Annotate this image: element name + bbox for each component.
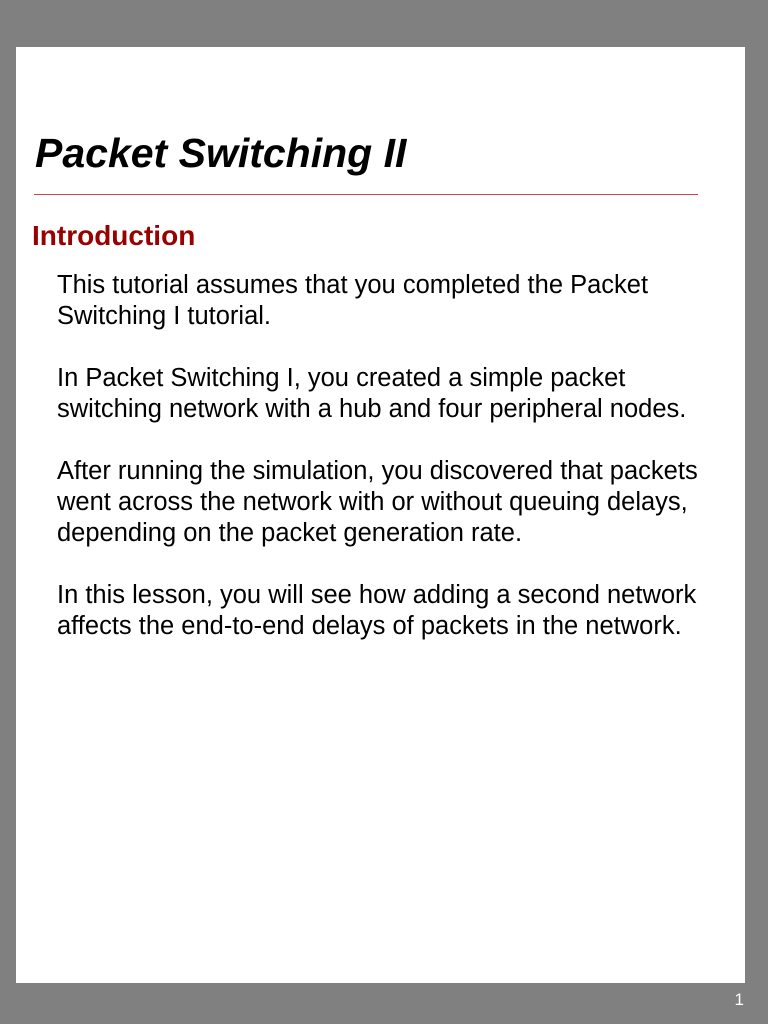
- paragraph: In this lesson, you will see how adding a second network affects the end-to-end delays of packets in the network.: [57, 581, 697, 640]
- slide-title: Packet Switching II: [35, 130, 407, 176]
- slide-body: [57, 270, 717, 673]
- page-number: 1: [734, 990, 744, 1009]
- title-divider: [34, 194, 698, 195]
- paragraph: After running the simulation, you discovered that packets went across the network with or without queuing delays, depending on the packet generation rate.: [57, 457, 698, 547]
- slide-page: [16, 47, 745, 983]
- section-heading: Introduction: [32, 220, 196, 251]
- paragraph: This tutorial assumes that you completed the Packet Switching I tutorial.: [57, 271, 649, 330]
- paragraph: In Packet Switching I, you created a simple packet switching network with a hub and four peripheral nodes.: [57, 364, 687, 423]
